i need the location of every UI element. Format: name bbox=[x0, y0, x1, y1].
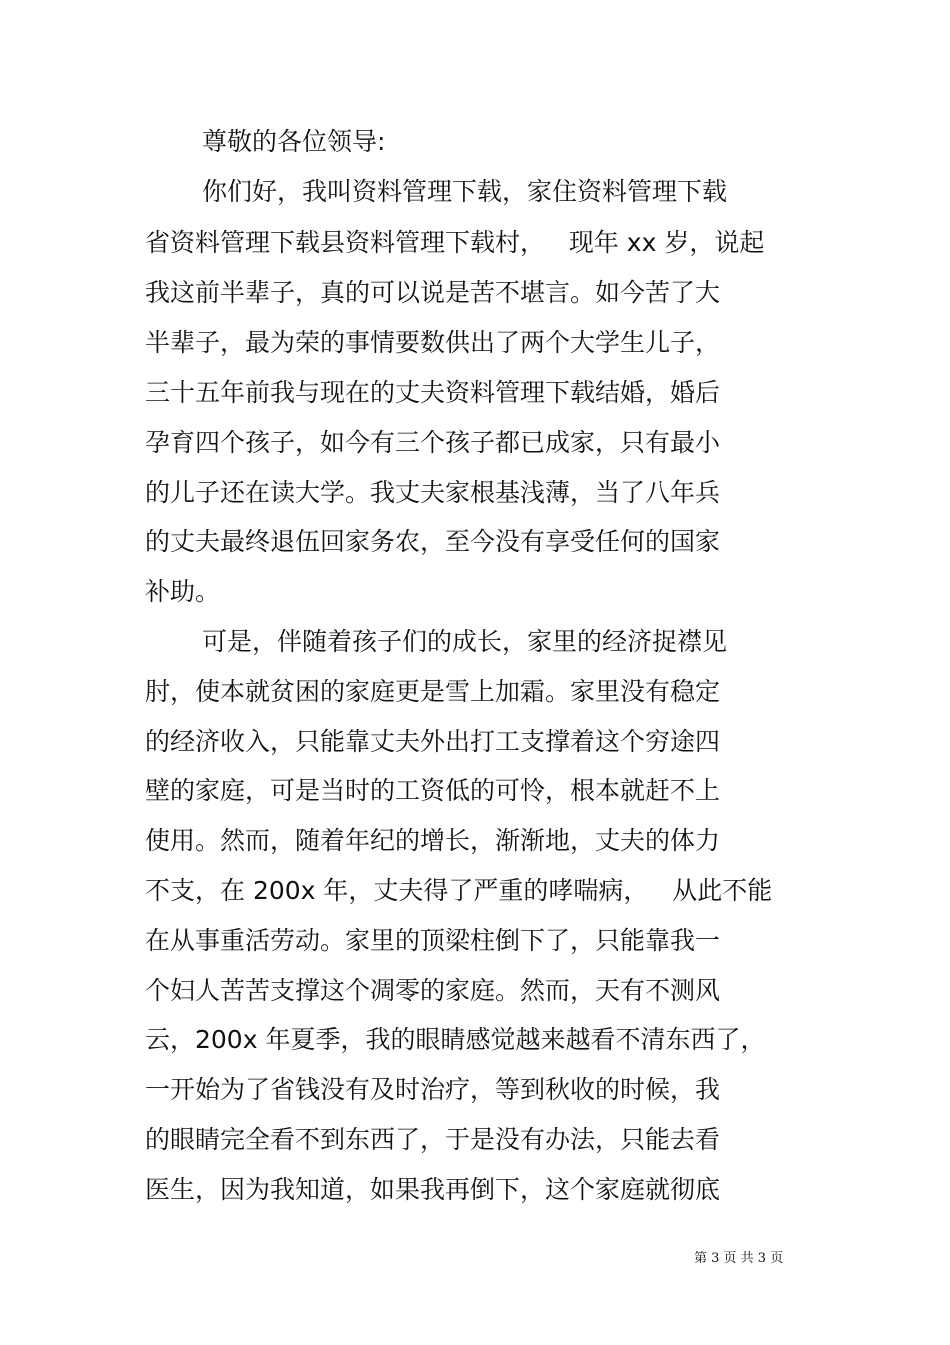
paragraph-line: 云，200x 年夏季，我的眼睛感觉越来越看不清东西了， bbox=[145, 1025, 766, 1054]
paragraph-line: 一开始为了省钱没有及时治疗，等到秋收的时候，我 bbox=[145, 1075, 721, 1104]
paragraph-line: 个妇人苦苦支撑这个凋零的家庭。然而，天有不测风 bbox=[145, 976, 721, 1005]
paragraph-line: 的儿子还在读大学。我丈夫家根基浅薄，当了八年兵 bbox=[145, 478, 721, 507]
paragraph-line: 医生，因为我知道，如果我再倒下，这个家庭就彻底 bbox=[145, 1175, 721, 1204]
paragraph-line: 的眼睛完全看不到东西了，于是没有办法，只能去看 bbox=[145, 1125, 721, 1154]
paragraph-line: 在从事重活劳动。家里的顶梁柱倒下了，只能靠我一 bbox=[145, 926, 721, 955]
paragraph-line: 不支，在 200x 年，丈夫得了严重的哮喘病， 从此不能 bbox=[145, 876, 773, 905]
paragraph-line: 省资料管理下载县资料管理下载村， 现年 xx 岁，说起 bbox=[145, 228, 765, 257]
paragraph-line: 可是，伴随着孩子们的成长，家里的经济捉襟见 bbox=[202, 627, 728, 656]
paragraph-line: 壁的家庭，可是当时的工资低的可怜，根本就赶不上 bbox=[145, 776, 721, 805]
paragraph-line: 孕育四个孩子，如今有三个孩子都已成家，只有最小 bbox=[145, 428, 721, 457]
page-number-footer: 第 3 页 共 3 页 bbox=[694, 1251, 784, 1266]
paragraph-line: 的丈夫最终退伍回家务农，至今没有享受任何的国家 bbox=[145, 527, 721, 556]
paragraph-line: 肘，使本就贫困的家庭更是雪上加霜。家里没有稳定 bbox=[145, 677, 721, 706]
salutation-line: 尊敬的各位领导: bbox=[202, 127, 386, 156]
paragraph-line: 三十五年前我与现在的丈夫资料管理下载结婚，婚后 bbox=[145, 378, 721, 407]
paragraph-line: 我这前半辈子，真的可以说是苦不堪言。如今苦了大 bbox=[145, 278, 721, 307]
paragraph-line: 使用。然而，随着年纪的增长，渐渐地，丈夫的体力 bbox=[145, 826, 721, 855]
paragraph-line: 半辈子，最为荣的事情要数供出了两个大学生儿子， bbox=[145, 328, 721, 357]
paragraph-line: 补助。 bbox=[145, 577, 221, 606]
paragraph-line: 你们好，我叫资料管理下载，家住资料管理下载 bbox=[202, 177, 728, 206]
paragraph-line: 的经济收入，只能靠丈夫外出打工支撑着这个穷途四 bbox=[145, 727, 721, 756]
